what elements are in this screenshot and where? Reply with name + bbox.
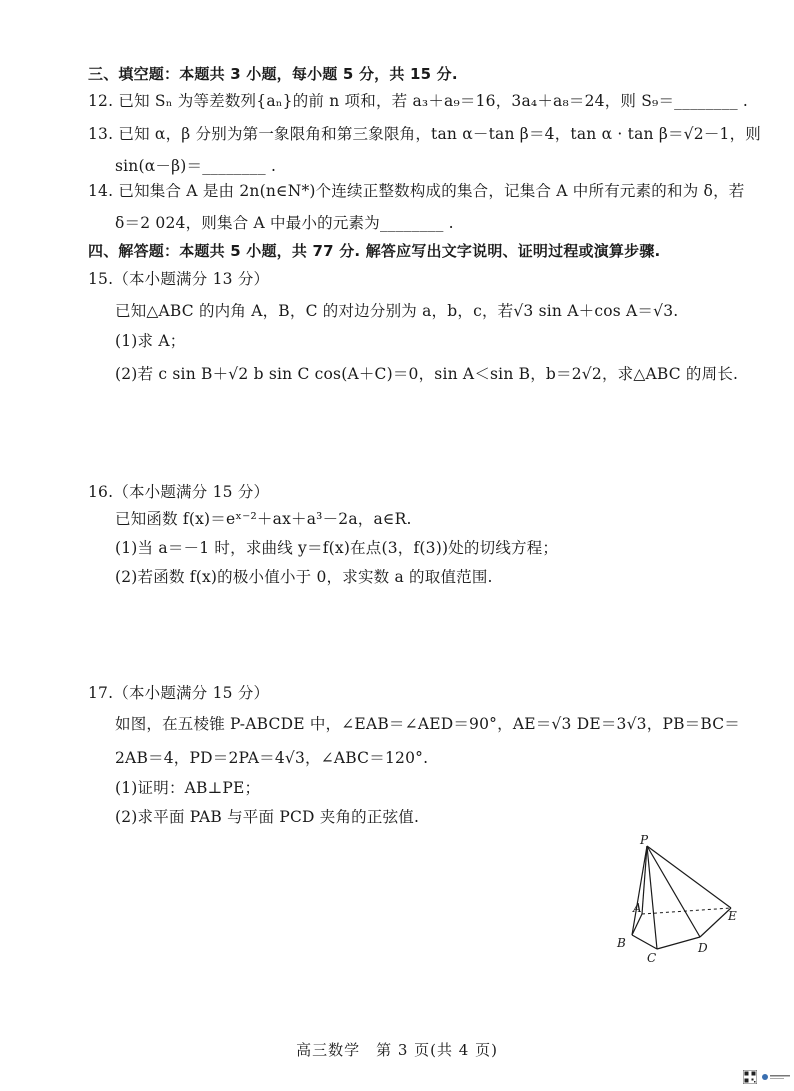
page-footer: 高三数学 第 3 页(共 4 页): [296, 1041, 498, 1059]
question-12: 12. 已知 Sₙ 为等差数列{aₙ}的前 n 项和，若 a₃＋a₉＝16，3a₄＋a₈＝24，则 S₉＝________ .: [88, 92, 749, 110]
edge-pa: [642, 846, 647, 914]
label-d: D: [698, 941, 708, 955]
qr-code-icon: [743, 1070, 757, 1084]
question-17-stem-line-1: 如图，在五棱锥 P-ABCDE 中，∠EAB＝∠AED＝90°，AE＝√3 DE＝3√3，PB＝BC＝: [115, 715, 741, 733]
section-three-heading: 三、填空题：本题共 3 小题，每小题 5 分，共 15 分.: [88, 65, 458, 83]
question-16-part-1: (1)当 a＝－1 时，求曲线 y＝f(x)在点(3，f(3))处的切线方程；: [115, 539, 559, 557]
question-16-title: 16.（本小题满分 15 分）: [88, 483, 270, 501]
question-17-stem-line-2: 2AB＝4，PD＝2PA＝4√3，∠ABC＝120°.: [115, 749, 429, 767]
question-13-line-2: sin(α－β)＝________ .: [115, 157, 277, 175]
edge-cd: [657, 937, 700, 949]
watermark-logo-icon: [761, 1073, 791, 1081]
edge-de: [700, 908, 731, 937]
question-13-line-1: 13. 已知 α，β 分别为第一象限角和第三象限角，tan α－tan β＝4，tan α · tan β＝√2－1，则: [88, 125, 761, 143]
question-15-title: 15.（本小题满分 13 分）: [88, 270, 270, 288]
section-four-heading: 四、解答题：本题共 5 小题，共 77 分. 解答应写出文字说明、证明过程或演算步骤.: [88, 242, 661, 260]
question-16-stem: 已知函数 f(x)＝eˣ⁻²＋ax＋a³－2a，a∈R.: [115, 510, 412, 528]
label-p: P: [640, 833, 649, 847]
question-17-part-1: (1)证明：AB⊥PE；: [115, 779, 261, 797]
question-15-part-2: (2)若 c sin B＋√2 b sin C cos(A＋C)＝0，sin A＜sin B，b＝2√2，求△ABC 的周长.: [115, 365, 739, 383]
pyramid-figure: [600, 832, 760, 967]
edge-bc: [632, 935, 657, 949]
question-15-stem: 已知△ABC 的内角 A，B，C 的对边分别为 a，b，c，若√3 sin A＋cos A＝√3.: [115, 302, 679, 320]
question-17-part-2: (2)求平面 PAB 与平面 PCD 夹角的正弦值.: [115, 808, 420, 826]
label-b: B: [617, 936, 626, 950]
label-a: A: [633, 901, 642, 915]
label-c: C: [647, 951, 657, 965]
question-17-title: 17.（本小题满分 15 分）: [88, 684, 270, 702]
edge-pe: [647, 846, 731, 908]
question-16-part-2: (2)若函数 f(x)的极小值小于 0，求实数 a 的取值范围.: [115, 568, 493, 586]
question-15-part-1: (1)求 A；: [115, 332, 186, 350]
question-14-line-1: 14. 已知集合 A 是由 2n(n∈N*)个连续正整数构成的集合，记集合 A 中所有元素的和为 δ，若: [88, 182, 745, 200]
label-e: E: [728, 909, 737, 923]
question-14-line-2: δ＝2 024，则集合 A 中最小的元素为________ .: [115, 214, 454, 232]
edge-pb: [632, 846, 647, 935]
